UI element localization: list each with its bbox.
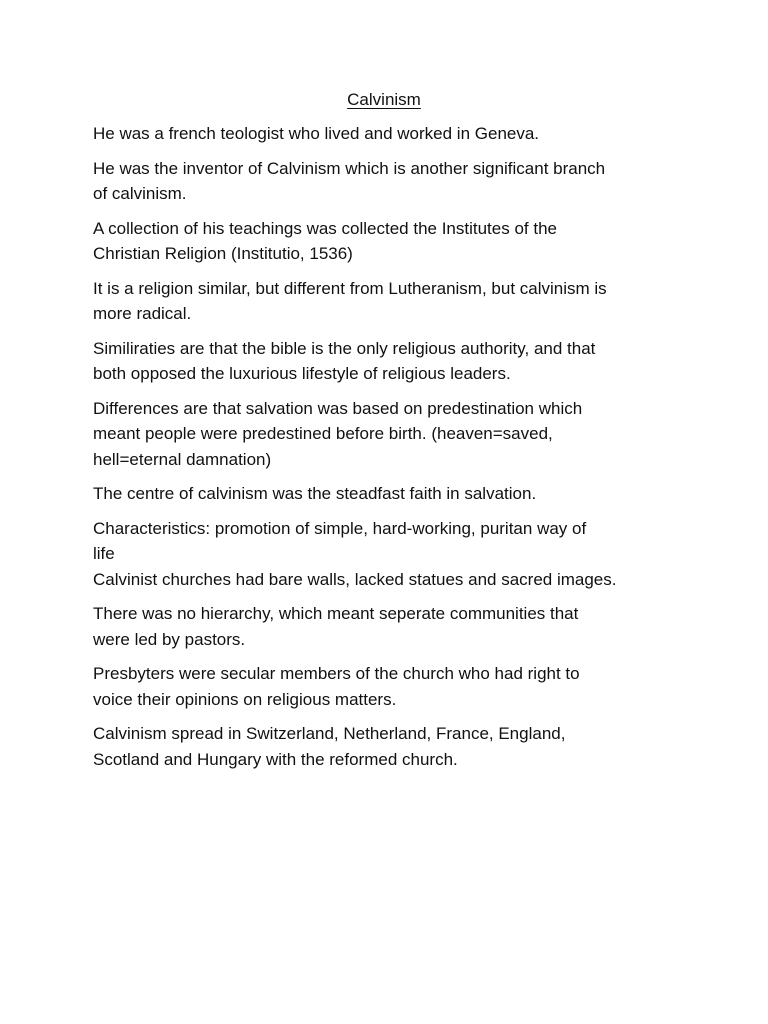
paragraph-line: hell=eternal damnation) [93, 449, 272, 469]
paragraph-characteristics [93, 516, 683, 567]
paragraph-line: life [93, 544, 115, 563]
paragraph-line: Calvinist churches had bare walls, lacked statues and sacred images. [93, 569, 617, 589]
paragraph-line: more radical. [93, 304, 192, 323]
paragraph-spread [93, 721, 683, 772]
paragraph-line: meant people were predestined before birth. (heaven=saved, [93, 424, 553, 443]
paragraph-similarities [93, 336, 683, 387]
paragraph-hierarchy [93, 601, 683, 652]
document-body [93, 121, 683, 781]
paragraph-centre [93, 481, 683, 507]
paragraph-line: It is a religion similar, but different from Lutheranism, but calvinism is [93, 278, 607, 298]
paragraph-churches [93, 567, 683, 593]
paragraph-line: Presbyters were secular members of the church who had right to [93, 664, 580, 683]
paragraph-line: of calvinism. [93, 184, 187, 203]
paragraph-differences [93, 396, 683, 473]
paragraph-line: Differences are that salvation was based on predestination which [93, 398, 583, 418]
paragraph-line: There was no hierarchy, which meant seperate communities that [93, 604, 579, 623]
paragraph-line: The centre of calvinism was the steadfast faith in salvation. [93, 484, 537, 503]
paragraph-presbyters [93, 661, 683, 712]
paragraph-line: both opposed the luxurious lifestyle of religious leaders. [93, 364, 511, 383]
paragraph-line: Scotland and Hungary with the reformed church. [93, 749, 458, 769]
paragraph-geneva [93, 121, 683, 147]
paragraph-line: Characteristics: promotion of simple, hard-working, puritan way of [93, 518, 587, 538]
paragraph-line: He was the inventor of Calvinism which is another significant branch [93, 158, 606, 178]
paragraph-inventor [93, 156, 683, 207]
paragraph-line: were led by pastors. [93, 629, 246, 649]
paragraph-line: A collection of his teachings was collected the Institutes of the [93, 218, 557, 238]
paragraph-line: Similiraties are that the bible is the only religious authority, and that [93, 338, 596, 358]
paragraph-line: Christian Religion (Institutio, 1536) [93, 244, 353, 263]
paragraph-line: He was a french teologist who lived and worked in Geneva. [93, 124, 540, 143]
document-title: Calvinism [347, 90, 421, 109]
paragraph-lutheranism [93, 276, 683, 327]
paragraph-institutes [93, 216, 683, 267]
paragraph-line: voice their opinions on religious matters. [93, 689, 397, 709]
paragraph-line: Calvinism spread in Switzerland, Netherland, France, England, [93, 724, 566, 743]
